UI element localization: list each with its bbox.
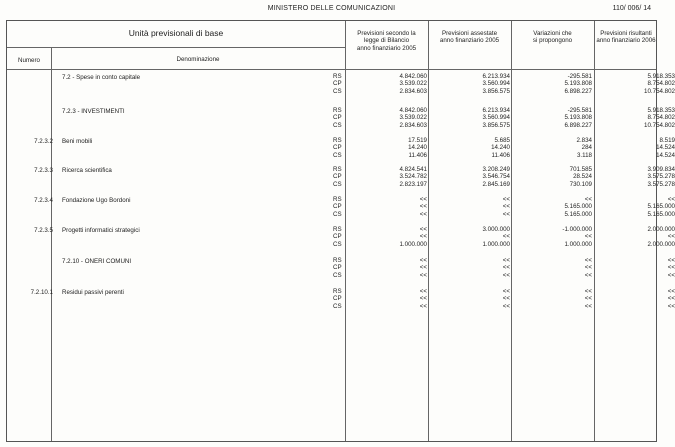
amount-cell: 6.213.934 (482, 73, 510, 80)
amount-cell: << (419, 288, 427, 295)
amount-column-4 (595, 288, 675, 310)
amount-cell: 2.845.169 (482, 180, 510, 188)
amount-column-1 (347, 257, 427, 279)
amount-cell: 5.193.808 (564, 80, 592, 88)
amount-cell: << (667, 271, 675, 279)
amount-cell: << (502, 233, 510, 241)
row-code: CP (333, 264, 342, 272)
table-row (7, 166, 675, 188)
amount-cell: 14.524 (656, 144, 675, 152)
amount-column-2 (430, 137, 510, 159)
row-code: CS (333, 271, 342, 279)
amount-cell: 4.824.541 (399, 166, 427, 173)
amount-cell: 11.406 (408, 151, 427, 159)
row-code: CS (333, 151, 342, 159)
amount-cell: -295.581 (567, 73, 592, 80)
amount-cell: << (502, 203, 510, 211)
amount-cell: 2.834.603 (399, 121, 427, 129)
amount-cell: << (419, 210, 427, 218)
amount-cell: 701.585 (569, 166, 592, 173)
row-denomination: Residui passivi perenti (62, 289, 124, 296)
amount-column-4 (595, 107, 675, 129)
amount-cell: 6.898.227 (564, 87, 592, 95)
amount-column-4 (595, 166, 675, 188)
col4-header: Previsioni risultanti anno finanziario 2006 (596, 30, 656, 45)
row-code: CS (333, 302, 342, 310)
amount-cell: 5.165.000 (647, 210, 675, 218)
amount-cell: 14.240 (491, 144, 510, 152)
row-denomination: Beni mobili (62, 138, 93, 145)
amount-cell: << (419, 264, 427, 272)
amount-cell: 17.519 (408, 137, 427, 144)
amount-column-3 (512, 107, 592, 129)
amount-cell: << (419, 196, 427, 203)
amount-cell: << (584, 288, 592, 295)
amount-column-2 (430, 166, 510, 188)
amount-cell: << (667, 257, 675, 264)
amount-cell: 5.165.000 (564, 210, 592, 218)
amount-cell: 11.406 (491, 151, 510, 159)
amount-cell: 8.754.802 (647, 114, 675, 122)
amount-column-4 (595, 196, 675, 218)
amount-cell: << (667, 264, 675, 272)
amount-cell: << (419, 295, 427, 303)
row-number: 7.2.3.4 (34, 197, 53, 204)
amount-cell: << (584, 233, 592, 241)
amount-cell: 5.918.353 (647, 73, 675, 80)
row-code: RS (333, 288, 342, 295)
row-denomination: Progetti informatici strategici (62, 227, 140, 234)
amount-cell: << (667, 233, 675, 241)
amount-cell: << (502, 271, 510, 279)
row-denomination: 7.2 - Spese in conto capitale (62, 74, 141, 81)
amount-cell: 10.754.802 (644, 87, 675, 95)
col-denominazione-header: Denominazione (176, 56, 220, 63)
amount-cell: 3.856.575 (482, 121, 510, 129)
amount-cell: << (502, 264, 510, 272)
amount-cell: 3.000.000 (482, 226, 510, 233)
amount-cell: 4.842.060 (399, 73, 427, 80)
row-code: CP (333, 233, 342, 241)
row-code: CS (333, 87, 342, 95)
amount-column-3 (512, 196, 592, 218)
table-row (7, 196, 675, 218)
amount-cell: 8.519 (659, 137, 675, 144)
amount-cell: << (502, 210, 510, 218)
table-row (7, 257, 675, 279)
amount-cell: 3.546.754 (482, 173, 510, 181)
amount-column-4 (595, 137, 675, 159)
group-title: Unità previsionali di base (128, 28, 224, 38)
row-code: RS (333, 137, 342, 144)
row-number: 7.2.10.1 (30, 289, 53, 296)
amount-cell: << (502, 302, 510, 310)
amount-column-2 (430, 107, 510, 129)
amount-cell: 3.539.022 (399, 114, 427, 122)
amount-cell: 28.524 (573, 173, 592, 181)
amount-cell: 2.000.000 (647, 240, 675, 248)
amount-column-4 (595, 257, 675, 279)
amount-cell: 5.165.000 (647, 203, 675, 211)
col3-header: Variazioni che si propongono (532, 30, 573, 45)
amount-column-1 (347, 196, 427, 218)
amount-cell: 3.118 (576, 151, 592, 159)
amount-cell: << (502, 295, 510, 303)
amount-cell: 3.524.782 (399, 173, 427, 181)
amount-cell: 5.918.353 (647, 107, 675, 114)
row-code: CP (333, 295, 342, 303)
amount-cell: 3.539.022 (399, 80, 427, 88)
amount-column-1 (347, 288, 427, 310)
amount-cell: << (584, 302, 592, 310)
divider (7, 69, 656, 70)
row-code: RS (333, 73, 342, 80)
row-denomination: 7.2.3 - INVESTIMENTI (62, 108, 125, 115)
amount-column-2 (430, 288, 510, 310)
budget-table (6, 20, 675, 442)
amount-cell: -1.000.000 (562, 226, 592, 233)
amount-cell: << (419, 302, 427, 310)
table-row (7, 73, 675, 95)
row-code: CP (333, 144, 342, 152)
amount-cell: 284 (581, 144, 592, 152)
amount-column-3 (512, 137, 592, 159)
amount-cell: << (584, 295, 592, 303)
amount-cell: << (502, 288, 510, 295)
amount-cell: 5.165.000 (564, 203, 592, 211)
amount-cell: << (584, 196, 592, 203)
amount-column-3 (512, 257, 592, 279)
row-code: RS (333, 257, 342, 264)
amount-cell: 3.560.994 (482, 80, 510, 88)
amount-cell: << (584, 257, 592, 264)
amount-cell: 14.240 (408, 144, 427, 152)
amount-cell: 4.842.060 (399, 107, 427, 114)
amount-cell: 3.575.278 (647, 180, 675, 188)
amount-cell: << (667, 196, 675, 203)
amount-cell: 730.109 (569, 180, 592, 188)
amount-cell: 2.834 (576, 137, 592, 144)
table-row (7, 226, 675, 248)
amount-column-2 (430, 257, 510, 279)
amount-cell: 10.754.802 (644, 121, 675, 129)
amount-column-1 (347, 107, 427, 129)
amount-cell: << (667, 302, 675, 310)
table-row (7, 107, 675, 129)
row-code: CP (333, 173, 342, 181)
amount-column-1 (347, 73, 427, 95)
amount-cell: 3.856.575 (482, 87, 510, 95)
amount-column-3 (512, 288, 592, 310)
amount-column-2 (430, 226, 510, 248)
amount-column-3 (512, 226, 592, 248)
amount-cell: << (502, 257, 510, 264)
amount-cell: 2.834.603 (399, 87, 427, 95)
col2-header: Previsioni assestate anno finanziario 2005 (439, 30, 500, 45)
divider (7, 47, 345, 48)
row-number: 7.2.3.2 (34, 138, 53, 145)
amount-cell: << (419, 203, 427, 211)
ministry-title: MINISTERO DELLE COMUNICAZIONI (267, 5, 396, 12)
col1-header: Previsioni secondo la legge di Bilancio anno finanziario 2005 (356, 30, 417, 52)
row-denomination: Fondazione Ugo Bordoni (62, 197, 131, 204)
amount-cell: 14.524 (656, 151, 675, 159)
amount-cell: << (419, 233, 427, 241)
amount-cell: 1.000.000 (482, 240, 510, 248)
amount-cell: 3.560.994 (482, 114, 510, 122)
amount-cell: -295.581 (567, 107, 592, 114)
table-row (7, 288, 675, 310)
table-row (7, 137, 675, 159)
page-number: 110/ 006/ 14 (612, 5, 651, 12)
amount-cell: 3.208.249 (482, 166, 510, 173)
amount-column-1 (347, 137, 427, 159)
amount-cell: 3.575.278 (647, 173, 675, 181)
amount-cell: << (667, 288, 675, 295)
row-denomination: Ricerca scientifica (62, 167, 112, 174)
row-code: RS (333, 226, 342, 233)
amount-cell: 3.909.834 (647, 166, 675, 173)
amount-column-1 (347, 226, 427, 248)
amount-column-2 (430, 73, 510, 95)
row-code: RS (333, 196, 342, 203)
amount-cell: 5.193.808 (564, 114, 592, 122)
amount-cell: 6.213.934 (482, 107, 510, 114)
amount-column-3 (512, 73, 592, 95)
amount-cell: << (419, 271, 427, 279)
amount-cell: << (419, 257, 427, 264)
amount-column-2 (430, 196, 510, 218)
row-number: 7.2.3.5 (34, 227, 53, 234)
amount-cell: 1.000.000 (399, 240, 427, 248)
amount-cell: << (667, 295, 675, 303)
row-code: CS (333, 180, 342, 188)
row-denomination: 7.2.10 - ONERI COMUNI (62, 258, 132, 265)
amount-cell: 6.898.227 (564, 121, 592, 129)
row-code: CP (333, 80, 342, 88)
amount-cell: 2.823.197 (399, 180, 427, 188)
row-code: CS (333, 121, 342, 129)
amount-column-3 (512, 166, 592, 188)
amount-cell: 1.000.000 (564, 240, 592, 248)
row-code: CS (333, 240, 342, 248)
row-code: RS (333, 107, 342, 114)
amount-column-4 (595, 73, 675, 95)
row-code: RS (333, 166, 342, 173)
amount-column-4 (595, 226, 675, 248)
row-number: 7.2.3.3 (34, 167, 53, 174)
col-numero-header: Numero (17, 57, 40, 64)
amount-cell: 5.685 (494, 137, 510, 144)
amount-cell: 8.754.802 (647, 80, 675, 88)
amount-column-1 (347, 166, 427, 188)
amount-cell: << (419, 226, 427, 233)
amount-cell: << (584, 271, 592, 279)
row-code: CP (333, 203, 342, 211)
amount-cell: << (502, 196, 510, 203)
amount-cell: << (584, 264, 592, 272)
amount-cell: 2.000.000 (647, 226, 675, 233)
row-code: CS (333, 210, 342, 218)
row-code: CP (333, 114, 342, 122)
